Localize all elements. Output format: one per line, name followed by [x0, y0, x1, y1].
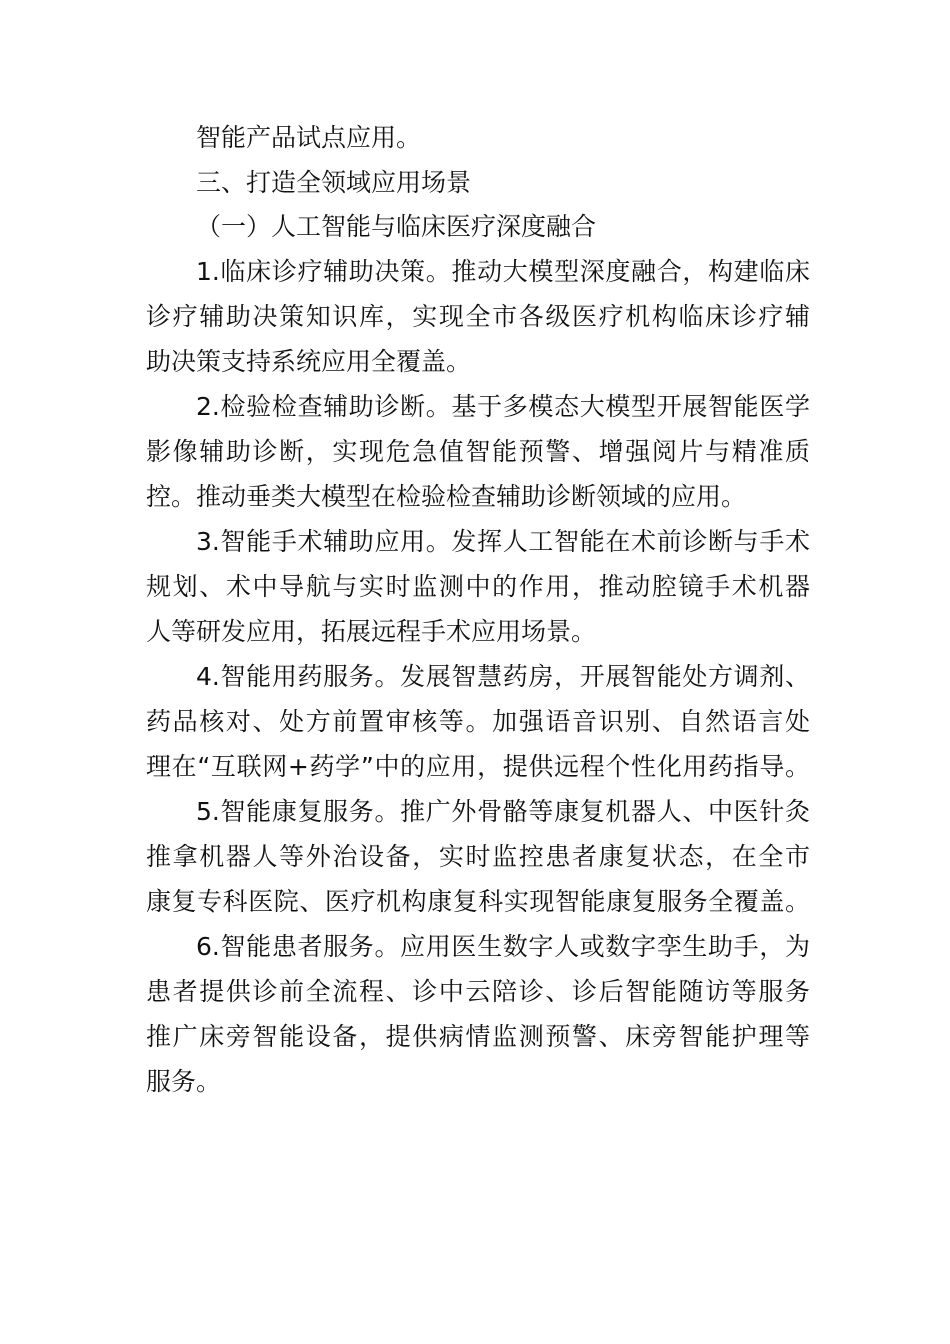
paragraph-line: 5.智能康复服务。推广外骨骼等康复机器人、中医针灸: [196, 797, 810, 826]
paragraph-line: 2.检验检查辅助诊断。基于多模态大模型开展智能医学: [196, 392, 810, 421]
paragraph-line: 患者提供诊前全流程、诊中云陪诊、诊后智能随访等服务: [146, 977, 810, 1006]
section-heading: 三、打造全领域应用场景: [196, 168, 472, 197]
paragraph-line: 诊疗辅助决策知识库，实现全市各级医疗机构临床诊疗辅: [146, 302, 810, 331]
paragraph-line: 服务。: [146, 1067, 222, 1096]
paragraph-line: 1.临床诊疗辅助决策。推动大模型深度融合，构建临床: [196, 257, 810, 286]
paragraph-line: 影像辅助诊断，实现危急值智能预警、增强阅片与精准质: [146, 437, 810, 466]
paragraph-line: 规划、术中导航与实时监测中的作用，推动腔镜手术机器: [146, 572, 810, 601]
subsection-heading: （一）人工智能与临床医疗深度融合: [196, 212, 597, 241]
paragraph-line: 6.智能患者服务。应用医生数字人或数字孪生助手，为: [196, 932, 810, 961]
paragraph-line: 控。推动垂类大模型在检验检查辅助诊断领域的应用。: [146, 482, 747, 511]
paragraph-line: 药品核对、处方前置审核等。加强语音识别、自然语言处: [146, 707, 810, 736]
paragraph-line: 3.智能手术辅助应用。发挥人工智能在术前诊断与手术: [196, 527, 810, 556]
paragraph-line: 人等研发应用，拓展远程手术应用场景。: [146, 617, 597, 646]
paragraph-line: 推广床旁智能设备，提供病情监测预警、床旁智能护理等: [146, 1022, 810, 1051]
paragraph-line: 理在“互联网+药学”中的应用，提供远程个性化用药指导。: [146, 752, 810, 781]
paragraph-line: 助决策支持系统应用全覆盖。: [146, 347, 472, 376]
paragraph-line: 康复专科医院、医疗机构康复科实现智能康复服务全覆盖。: [146, 887, 810, 916]
paragraph-continuation: 智能产品试点应用。: [196, 123, 422, 152]
paragraph-line: 推拿机器人等外治设备，实时监控患者康复状态，在全市: [146, 842, 810, 871]
paragraph-line: 4.智能用药服务。发展智慧药房，开展智能处方调剂、: [196, 662, 810, 691]
